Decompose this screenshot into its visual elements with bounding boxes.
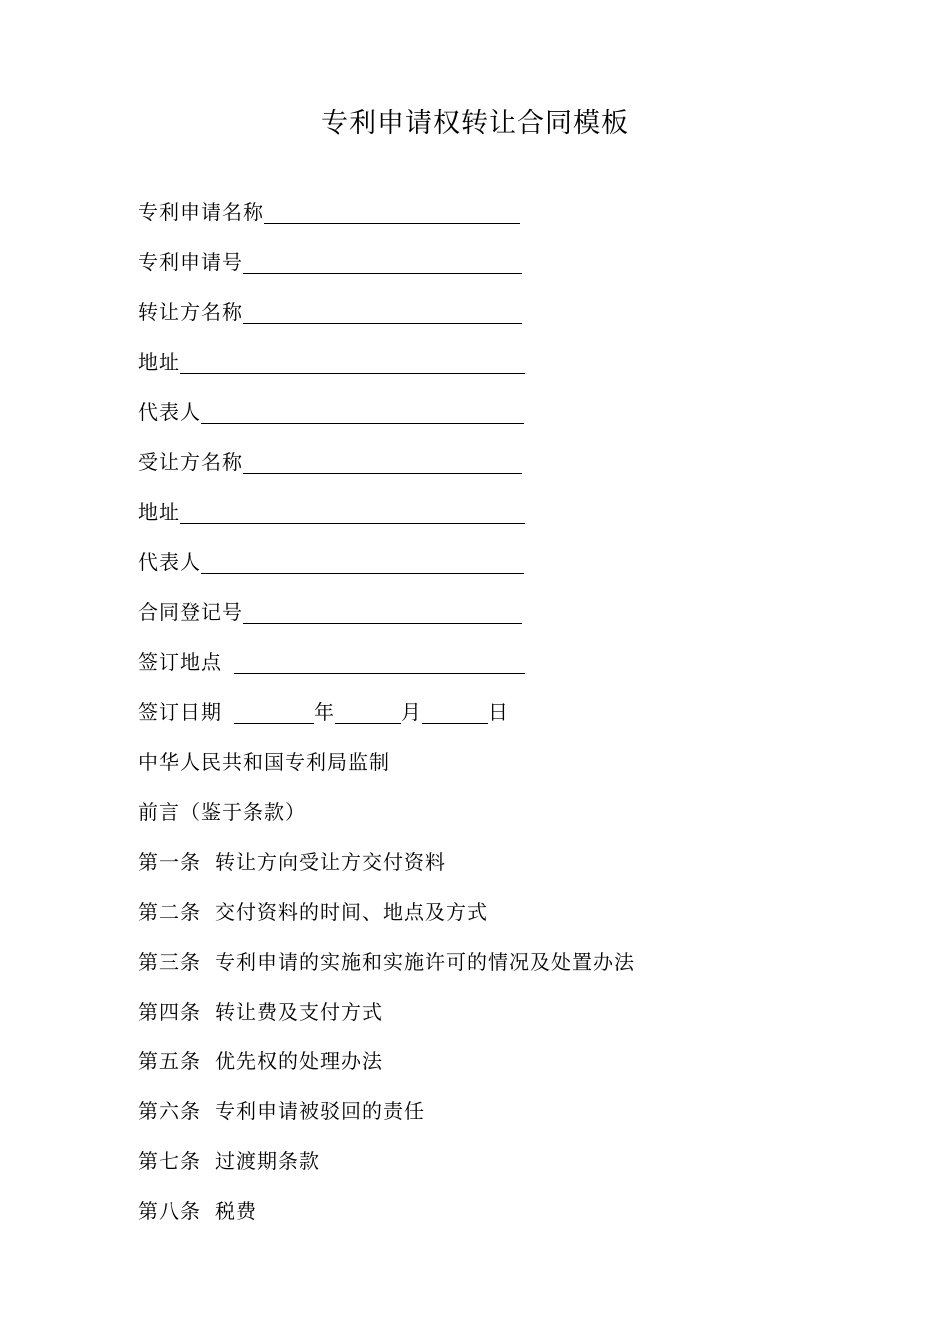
- article-1: [138, 846, 446, 878]
- month-blank: [335, 699, 401, 724]
- day-unit: 日: [488, 700, 509, 724]
- field-label: 合同登记号: [138, 600, 243, 624]
- fill-in-blank: [180, 349, 525, 374]
- preface-heading: 前言（鉴于条款）: [138, 800, 306, 824]
- field-label: 地址: [138, 500, 180, 524]
- field-label: 专利申请号: [138, 250, 243, 274]
- field-assignor-name: [138, 296, 522, 328]
- field-label: 转让方名称: [138, 300, 243, 324]
- field-patent-application-name: [138, 196, 520, 228]
- field-label: 签订地点: [138, 650, 222, 674]
- article-title: 税费: [215, 1199, 257, 1223]
- article-6: [138, 1095, 425, 1127]
- article-title: 优先权的处理办法: [215, 1049, 383, 1073]
- article-3: [138, 946, 635, 978]
- article-title: 专利申请的实施和实施许可的情况及处置办法: [215, 950, 635, 974]
- article-number: 第六条: [138, 1099, 201, 1123]
- field-assignee-address: [138, 496, 525, 528]
- month-unit: 月: [401, 700, 422, 724]
- issuer-line: 中华人民共和国专利局监制: [138, 750, 390, 774]
- year-unit: 年: [314, 700, 335, 724]
- article-number: 第八条: [138, 1199, 201, 1223]
- fill-in-blank: [243, 599, 522, 624]
- day-blank: [422, 699, 488, 724]
- article-number: 第一条: [138, 850, 201, 874]
- article-4: [138, 996, 383, 1028]
- article-7: [138, 1145, 320, 1177]
- article-number: 第四条: [138, 1000, 201, 1024]
- field-label: 代表人: [138, 400, 201, 424]
- document-title: 专利申请权转让合同模板: [321, 108, 629, 139]
- article-number: 第七条: [138, 1149, 201, 1173]
- field-patent-application-number: [138, 246, 522, 278]
- field-label: 代表人: [138, 550, 201, 574]
- fill-in-blank: [234, 649, 525, 674]
- article-8: [138, 1195, 257, 1227]
- fill-in-blank: [180, 499, 525, 524]
- field-assignee-representative: [138, 546, 524, 578]
- fill-in-blank: [243, 249, 522, 274]
- article-number: 第五条: [138, 1049, 201, 1073]
- article-title: 转让方向受让方交付资料: [215, 850, 446, 874]
- article-title: 转让费及支付方式: [215, 1000, 383, 1024]
- field-signing-place: [138, 646, 525, 678]
- article-title: 交付资料的时间、地点及方式: [215, 900, 488, 924]
- fill-in-blank: [201, 549, 524, 574]
- article-title: 专利申请被驳回的责任: [215, 1099, 425, 1123]
- field-label: 受让方名称: [138, 450, 243, 474]
- field-assignor-representative: [138, 396, 524, 428]
- article-number: 第三条: [138, 950, 201, 974]
- field-contract-registration-number: [138, 596, 522, 628]
- article-number: 第二条: [138, 900, 201, 924]
- field-label: 地址: [138, 350, 180, 374]
- fill-in-blank: [243, 299, 522, 324]
- date-label: 签订日期: [138, 700, 222, 724]
- field-signing-date: [138, 696, 509, 728]
- year-blank: [234, 699, 314, 724]
- article-5: [138, 1045, 383, 1077]
- fill-in-blank: [243, 449, 522, 474]
- field-assignee-name: [138, 446, 522, 478]
- fill-in-blank: [264, 199, 520, 224]
- article-title: 过渡期条款: [215, 1149, 320, 1173]
- field-label: 专利申请名称: [138, 200, 264, 224]
- article-2: [138, 896, 488, 928]
- fill-in-blank: [201, 399, 524, 424]
- field-assignor-address: [138, 346, 525, 378]
